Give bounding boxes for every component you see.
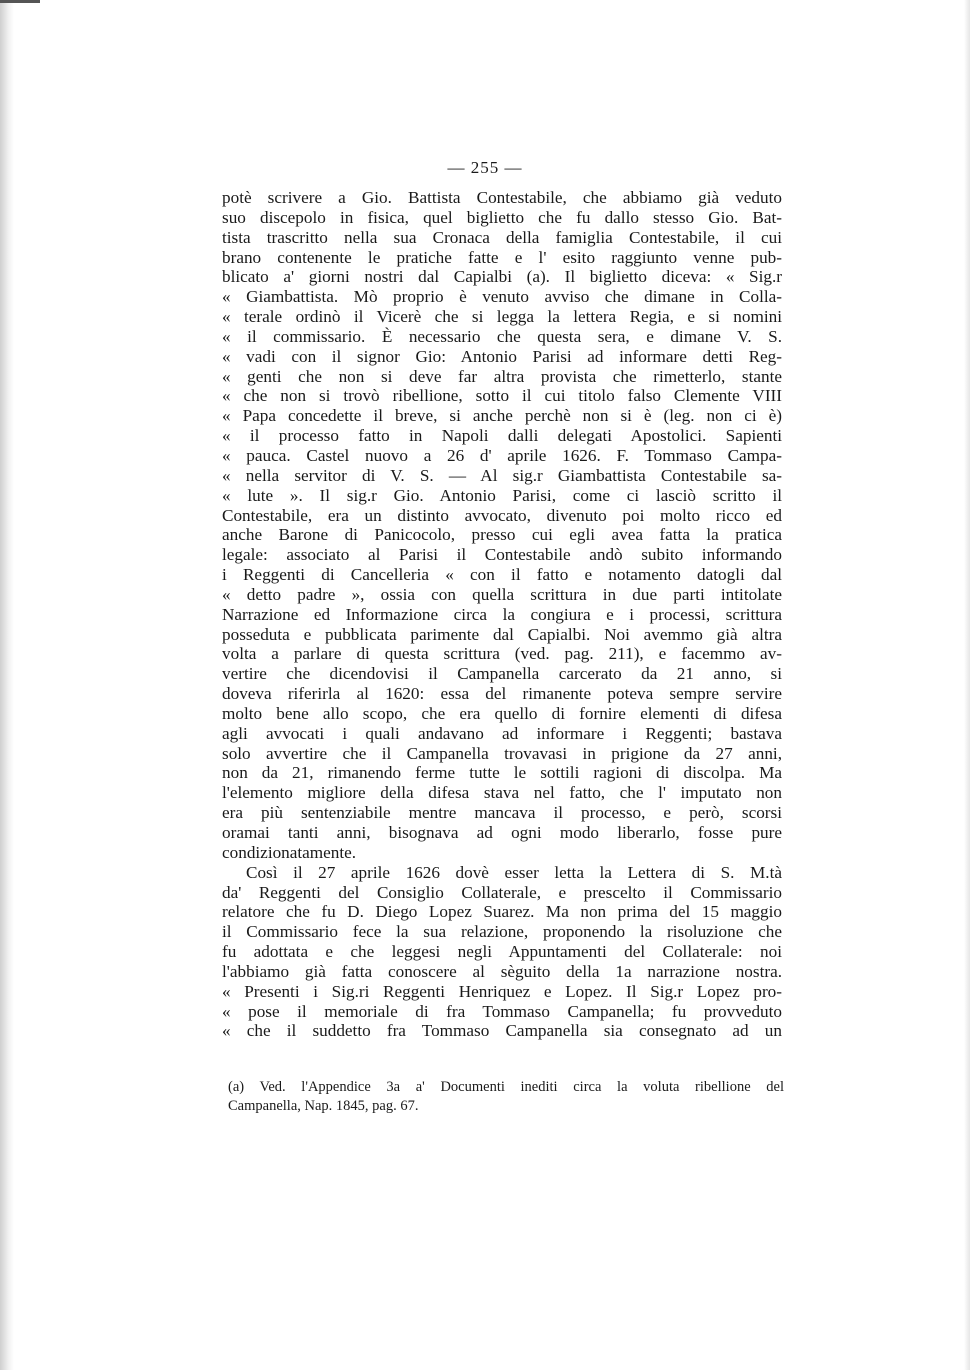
- text-line: « Presenti i Sig.ri Reggenti Henriquez e Lopez. Il Sig.r Lopez pro-: [222, 981, 782, 1001]
- text-line: « pose il memoriale di fra Tommaso Campanella; fu provveduto: [222, 1001, 782, 1021]
- text-line: « il processo fatto in Napoli dalli delegati Apostolici. Sapienti: [222, 426, 782, 446]
- text-line: agli avvocati i quali andavano ad informare i Reggenti; bastava: [222, 723, 782, 743]
- text-line: « genti che non si deve far altra provista che rimetterlo, stante: [222, 366, 782, 386]
- text-line: « che non si trovò ribellione, sotto il cui titolo falso Clemente VIII: [222, 386, 782, 406]
- text-line: molto bene allo scopo, che era quello di fornire elementi di difesa: [222, 703, 782, 723]
- text-line: Contestabile, era un distinto avvocato, divenuto poi molto ricco ed: [222, 505, 782, 525]
- text-line: « detto padre », ossia con quella scrittura in due parti intitolate: [222, 584, 782, 604]
- text-line: condizionatamente.: [222, 842, 357, 862]
- page-number: — 255 —: [447, 158, 523, 177]
- text-line: l'elemento migliore della difesa stava nel fatto, che l' imputato non: [222, 783, 782, 803]
- text-line: da' Reggenti del Consiglio Collaterale, e prescelto il Commissario: [222, 882, 782, 902]
- footnotes: [228, 1078, 784, 1116]
- text-line: « pauca. Castel nuovo a 26 d' aprile 1626. F. Tommaso Campa-: [222, 445, 782, 465]
- text-line: « che il suddetto fra Tommaso Campanella sia consegnato ad un: [222, 1021, 782, 1041]
- text-line: era più sentenziabile mentre mancava il processo, e però, scorsi: [222, 803, 782, 823]
- page-edge-shadow: [0, 0, 14, 1370]
- text-line: volta a parlare di questa scrittura (ved. pag. 211), e facemmo av-: [222, 644, 782, 664]
- text-line: brano contenente le pratiche fatte e l' esito raggiunto venne pub-: [222, 247, 782, 267]
- text-line: solo avvertire che il Campanella trovavasi in prigione da 27 anni,: [222, 743, 782, 763]
- text-line: relatore che fu D. Diego Lopez Suarez. Ma non prima del 15 maggio: [222, 902, 782, 922]
- text-line: legale: associato al Parisi il Contestabile andò subito informando: [222, 545, 782, 565]
- text-line: suo discepolo in fisica, quel biglietto che fu dallo stesso Gio. Bat-: [222, 207, 782, 227]
- text-line: il Commissario fece la sua relazione, proponendo la risoluzione che: [222, 922, 782, 942]
- text-line: posseduta e pubblicata parimente dal Capialbi. Noi avemmo già altra: [222, 624, 782, 644]
- body-text: [222, 188, 782, 1041]
- text-line: non da 21, rimanendo ferme tutte le sottili ragioni di discolpa. Ma: [222, 763, 782, 783]
- text-line: « il commissario. È necessario che questa sera, e dimane V. S.: [222, 326, 782, 346]
- footnote-line: Campanella, Nap. 1845, pag. 67.: [228, 1098, 419, 1114]
- text-line: « terale ordinò il Vicerè che si legga la lettera Regia, e si nomini: [222, 307, 782, 327]
- text-line: vertire che dicendovisi il Campanella carcerato da 21 anno, si: [222, 664, 782, 684]
- text-line: « nella servitor di V. S. — Al sig.r Giambattista Contestabile sa-: [222, 465, 782, 485]
- text-line: blicato a' giorni nostri dal Capialbi (a). Il biglietto diceva: « Sig.r: [222, 267, 782, 287]
- text-line: « Giambattista. Mò proprio è venuto avviso che dimane in Colla-: [222, 287, 782, 307]
- text-line: « lute ». Il sig.r Gio. Antonio Parisi, come ci lasciò scritto il: [222, 485, 782, 505]
- text-line: l'abbiamo già fatta conoscere al sèguito della 1a narrazione nostra.: [222, 961, 782, 981]
- text-line: fu adottata e che leggesi negli Appuntamenti del Collaterale: noi: [222, 942, 782, 962]
- text-line: potè scrivere a Gio. Battista Contestabile, che abbiamo già veduto: [222, 188, 782, 207]
- text-line: doveva riferirla al 1620: essa del rimanente poteva sempre servire: [222, 684, 782, 704]
- text-line: « Papa concedette il breve, si anche perchè non si è (leg. non ci è): [222, 406, 782, 426]
- text-line: i Reggenti di Cancelleria « con il fatto e notamento datogli dal: [222, 565, 782, 585]
- text-line: « vadi con il signor Gio: Antonio Parisi ad informare detti Reg-: [222, 346, 782, 366]
- text-line: oramai tanti anni, bisognava ad ogni modo liberarlo, fosse pure: [222, 823, 782, 842]
- footnote-line: (a) Ved. l'Appendice 3a a' Documenti inediti circa la voluta ribellione del: [228, 1079, 784, 1095]
- scan-edge-mark: [0, 0, 40, 3]
- page-edge-right: [964, 0, 970, 1370]
- text-line: tista trascritto nella sua Cronaca della famiglia Contestabile, il cui: [222, 227, 782, 247]
- text-line: anche Barone di Panicocolo, presso cui egli avea fatta la pratica: [222, 525, 782, 545]
- text-line: Narrazione ed Informazione circa la congiura e i processi, scrittura: [222, 604, 782, 624]
- text-line: Così il 27 aprile 1626 dovè esser letta la Lettera di S. M.tà: [246, 862, 782, 882]
